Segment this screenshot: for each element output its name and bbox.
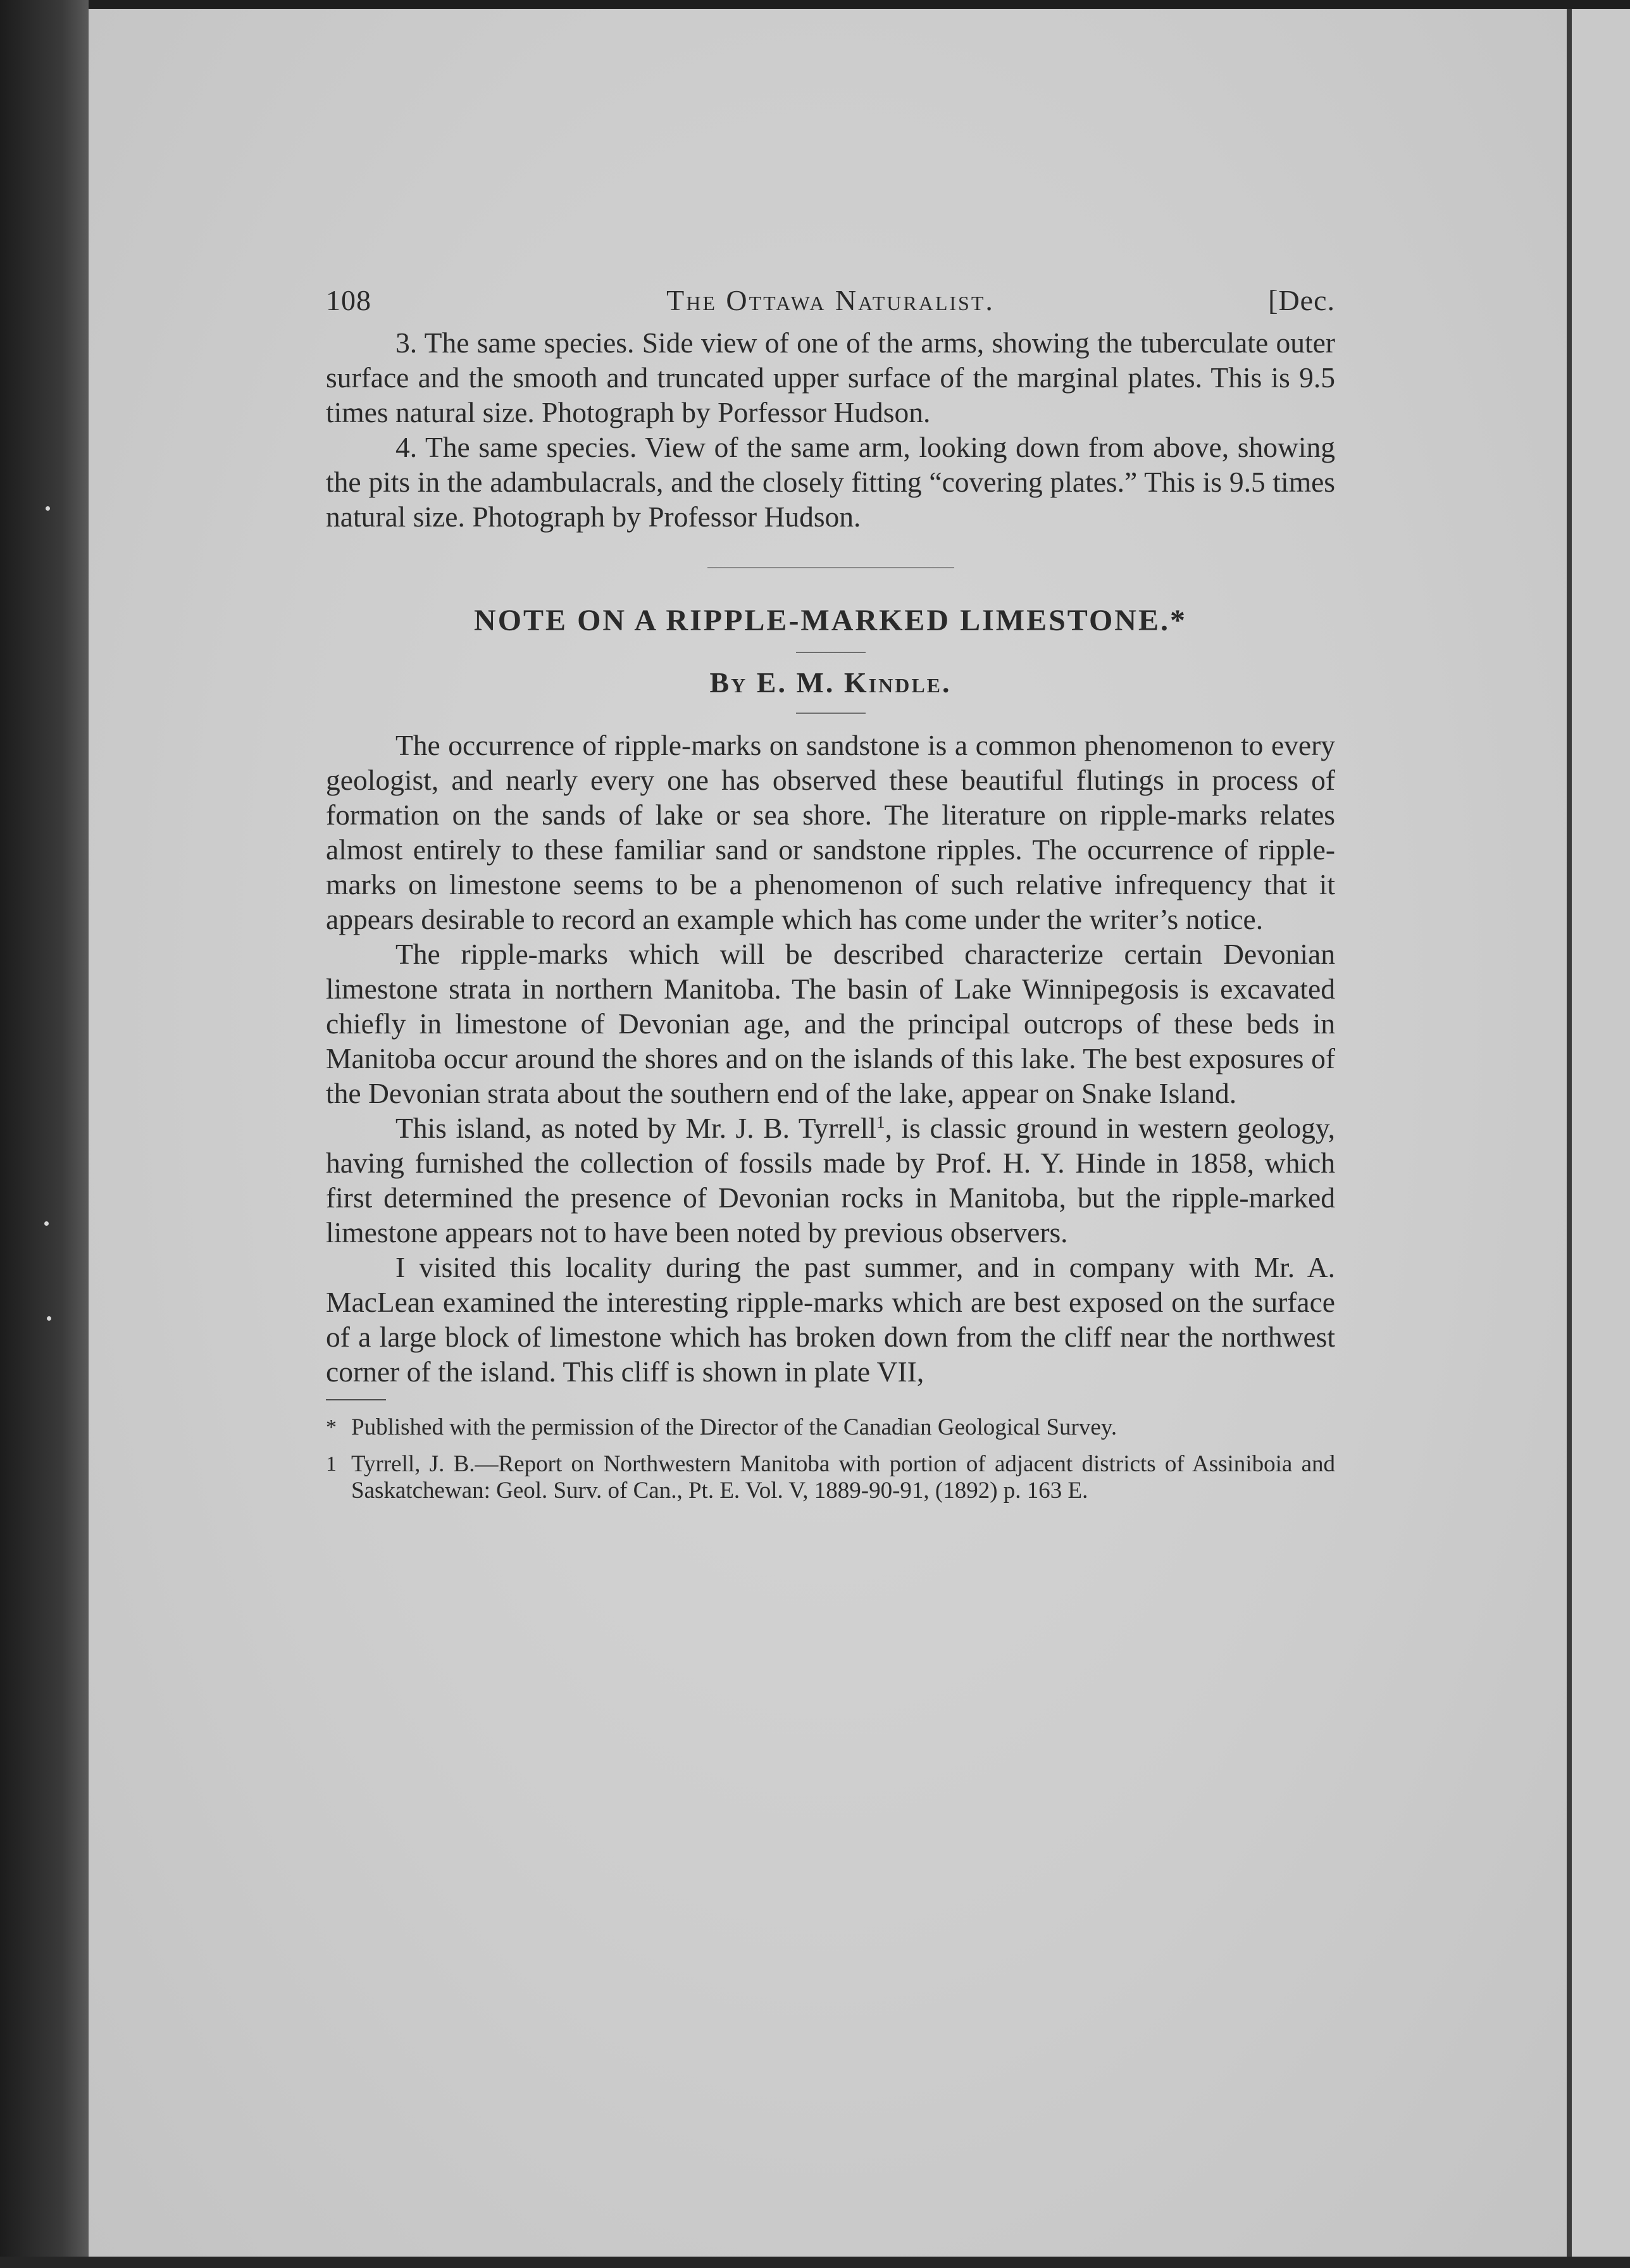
dust-speck <box>46 506 50 511</box>
byline-rule <box>796 713 866 714</box>
journal-title: The Ottawa Naturalist. <box>666 284 995 316</box>
title-rule <box>796 652 866 653</box>
footnote-mark: 1 <box>326 1452 337 1476</box>
paragraph <box>326 1111 1335 1250</box>
article-title: NOTE ON A RIPPLE-MARKED LIMESTONE.* <box>474 604 1187 637</box>
footnote-text: Tyrrell, J. B.—Report on Northwestern Manitoba with portion of adjacent districts of Assiniboia and Saskatchewan: Geol. Surv. of Can., Pt. E. Vol. V, 1889-90-91, (1892) p. 163 E. <box>351 1451 1335 1504</box>
footnote <box>326 1451 1335 1504</box>
footnote-mark: * <box>326 1416 337 1439</box>
dust-speck <box>44 1221 49 1226</box>
article-body <box>326 728 1335 1389</box>
paragraph: The occurrence of ripple-marks on sandstone is a common phenomenon to every geologist, and nearly every one has observed these beautiful flutings in process of formation on the sands of lake or sea shore. The literature on ripple-marks relates almost entirely to these familiar sand or sandstone ripples. The occurrence of ripple-marks on limestone seems to be a phenomenon of such relative infrequency that it appears desirable to record an example which has come under the writer’s notice. <box>326 729 1335 935</box>
scan-bottom-border <box>0 2257 1630 2268</box>
dust-speck <box>47 1316 51 1321</box>
section-divider <box>707 567 954 568</box>
paragraph: I visited this locality during the past summer, and in company with Mr. A. MacLean examined the interesting ripple-marks which are best exposed on the surface of a large block of limestone which has broken down from the cliff near the northwest corner of the island. This cliff is shown in plate VII, <box>326 1251 1335 1388</box>
page-fold <box>1567 9 1572 2257</box>
paragraph: The ripple-marks which will be described characterize certain Devonian limestone strata in northern Manitoba. The basin of Lake Winnipegosis is excavated chiefly in limestone of Devonian age, and the principal outcrops of these beds in Manitoba occur around the shores and on the islands of this lake. The best exposures of the Devonian strata about the southern end of the lake, appear on Snake Island. <box>326 938 1335 1109</box>
paragraph-text: , is classic ground in western geology, having furnished the collection of fossils made by Prof. H. Y. Hinde in 1858, which first determined the presence of Devonian rocks in Manitoba, but the ripple-marked limestone appears not to have been noted by previous observers. <box>326 1112 1336 1249</box>
footnotes <box>326 1414 1335 1504</box>
footnote <box>326 1414 1335 1441</box>
issue-month: [Dec. <box>1268 284 1335 316</box>
caption-4: 4. The same species. View of the same arm, looking down from above, showing the pits in the adambulacrals, and the closely fitting “covering plates.” This is 9.5 times natural size. Photograph by Professor Hudson. <box>326 431 1335 533</box>
footnote-text: Published with the permission of the Director of the Canadian Geological Survey. <box>351 1414 1117 1440</box>
caption-3: 3. The same species. Side view of one of the arms, showing the tuberculate outer surface and the smooth and truncated upper surface of the marginal plates. This is 9.5 times natural size. Photograph by Porfessor Hudson. <box>326 327 1335 428</box>
page-content <box>326 278 1335 1514</box>
plate-captions <box>326 325 1335 534</box>
scan-left-margin <box>0 0 89 2268</box>
author-byline: By E. M. Kindle. <box>709 666 952 699</box>
running-header <box>326 278 1335 323</box>
adjacent-page-edge <box>1572 9 1630 2257</box>
footnote-reference: 1 <box>876 1112 885 1131</box>
page-number: 108 <box>326 284 371 316</box>
paragraph-text: This island, as noted by Mr. J. B. Tyrrell <box>395 1112 876 1144</box>
footnote-rule <box>326 1399 386 1400</box>
